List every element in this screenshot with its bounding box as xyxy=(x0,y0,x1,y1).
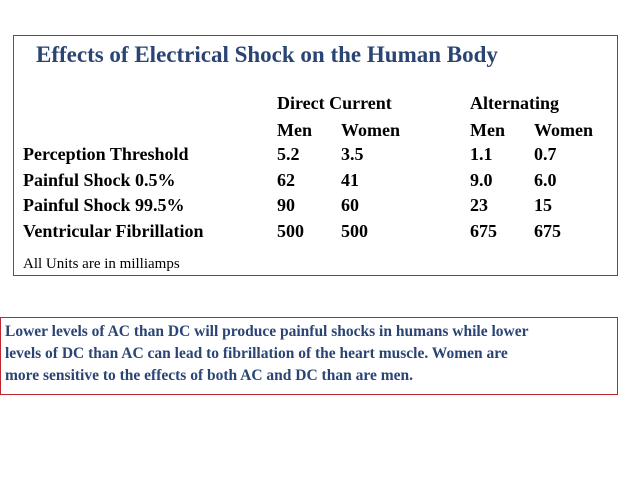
header-ac-men: Men xyxy=(470,120,505,140)
cell-ac-men: 9.0 xyxy=(470,170,493,190)
cell-dc-women: 41 xyxy=(341,170,359,190)
header-dc-men: Men xyxy=(277,120,312,140)
cell-ac-men: 23 xyxy=(470,195,488,215)
cell-ac-men: 675 xyxy=(470,221,497,241)
cell-dc-men: 5.2 xyxy=(277,144,300,164)
cell-ac-men: 1.1 xyxy=(470,144,493,164)
cell-ac-women: 675 xyxy=(534,221,561,241)
cell-dc-men: 500 xyxy=(277,221,304,241)
header-direct-current: Direct Current xyxy=(277,93,392,113)
header-alternating: Alternating xyxy=(470,93,559,113)
cell-ac-women: 15 xyxy=(534,195,552,215)
summary-line: Lower levels of AC than DC will produce painful shocks in humans while lower xyxy=(5,323,529,340)
summary-text xyxy=(5,321,613,387)
table-title: Effects of Electrical Shock on the Human Body xyxy=(36,42,498,67)
units-note: All Units are in milliamps xyxy=(23,256,180,272)
cell-ac-women: 0.7 xyxy=(534,144,557,164)
cell-dc-women: 3.5 xyxy=(341,144,364,164)
row-label: Ventricular Fibrillation xyxy=(23,221,204,241)
header-ac-women: Women xyxy=(534,120,594,140)
cell-dc-women: 60 xyxy=(341,195,359,215)
row-label: Painful Shock 0.5% xyxy=(23,170,176,190)
row-label: Painful Shock 99.5% xyxy=(23,195,185,215)
cell-ac-women: 6.0 xyxy=(534,170,557,190)
cell-dc-men: 62 xyxy=(277,170,295,190)
row-label: Perception Threshold xyxy=(23,144,189,164)
header-dc-women: Women xyxy=(341,120,401,140)
cell-dc-men: 90 xyxy=(277,195,295,215)
summary-line: more sensitive to the effects of both AC and DC than are men. xyxy=(5,367,413,384)
cell-dc-women: 500 xyxy=(341,221,368,241)
summary-line: levels of DC than AC can lead to fibrillation of the heart muscle. Women are xyxy=(5,345,508,362)
